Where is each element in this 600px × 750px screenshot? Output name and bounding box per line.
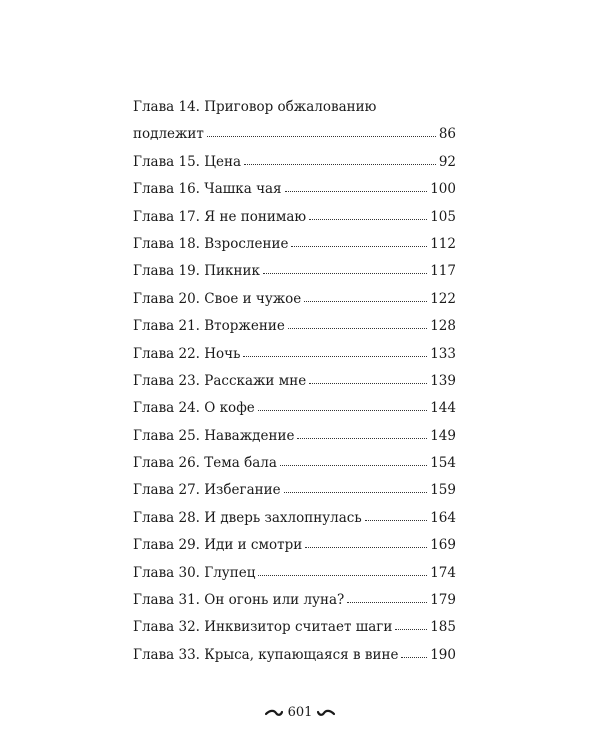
toc-entry (133, 532, 456, 559)
dot-leader (285, 180, 428, 194)
toc-entry-page: 185 (430, 619, 456, 636)
toc-entry-title: Глава 22. Ночь (133, 345, 241, 362)
swash-ornament-icon (317, 708, 335, 718)
dot-leader (244, 152, 436, 166)
dot-leader (347, 591, 427, 605)
toc-entry (133, 149, 456, 176)
dot-leader (280, 454, 427, 468)
toc-entry-page: 159 (430, 482, 456, 499)
toc-entry (133, 477, 456, 504)
dot-leader (305, 536, 427, 550)
toc-entry-line (133, 94, 456, 121)
toc-entry (133, 423, 456, 450)
toc-entry-title: Глава 24. О кофе (133, 400, 255, 417)
dot-leader (395, 618, 427, 632)
toc-entry-title: Глава 29. Иди и смотри (133, 537, 303, 554)
toc-entry (133, 395, 456, 422)
toc-entry-list (133, 149, 456, 669)
dot-leader (243, 344, 427, 358)
toc-entry (133, 231, 456, 258)
dot-leader (309, 371, 427, 385)
toc-entry-page: 133 (430, 345, 456, 362)
toc-entry-page: 164 (430, 509, 456, 526)
toc-entry-page: 100 (430, 181, 456, 198)
dot-leader (263, 262, 427, 276)
toc-entry (133, 505, 456, 532)
toc-entry-page: 149 (430, 427, 456, 444)
toc-entry (133, 286, 456, 313)
toc-entry-page: 86 (438, 126, 456, 143)
toc-entry-title: Глава 14. Приговор обжалованию (133, 99, 377, 115)
toc-entry-title: Глава 32. Инквизитор считает шаги (133, 619, 393, 636)
toc-entry-page: 122 (430, 290, 456, 307)
toc-entry-title: Глава 25. Наваждение (133, 427, 295, 444)
dot-leader (288, 317, 427, 331)
page-number: 601 (287, 705, 313, 720)
toc-entry (133, 176, 456, 203)
toc-entry (133, 204, 456, 231)
swash-ornament-icon (265, 708, 283, 718)
toc-entry (133, 450, 456, 477)
toc-entry (133, 368, 456, 395)
toc-entry-page: 128 (430, 318, 456, 335)
toc-entry-page: 179 (430, 592, 456, 609)
toc-entry-page: 169 (430, 537, 456, 554)
toc-entry-page: 117 (430, 263, 456, 280)
toc-entry (133, 560, 456, 587)
toc-entry-title: Глава 21. Вторжение (133, 318, 285, 335)
toc-entry (133, 121, 456, 148)
dot-leader (284, 481, 428, 495)
toc-entry-page: 174 (430, 564, 456, 581)
toc-entry-title: Глава 31. Он огонь или луна? (133, 592, 345, 609)
toc-entry-title: Глава 15. Цена (133, 153, 242, 170)
toc-entry-title: Глава 30. Глупец (133, 564, 256, 581)
toc-entry-title: Глава 20. Свое и чужое (133, 290, 302, 307)
toc-entry-title: Глава 26. Тема бала (133, 455, 277, 472)
toc-entry-title: Глава 28. И дверь захлопнулась (133, 509, 362, 526)
dot-leader (309, 207, 427, 221)
dot-leader (365, 508, 428, 522)
toc-entry (133, 642, 456, 669)
toc-entry-title: Глава 33. Крыса, купающаяся в вине (133, 646, 399, 663)
toc-entry-page: 190 (430, 646, 456, 663)
toc-entry (133, 313, 456, 340)
toc-entry-title: Глава 18. Взросление (133, 235, 289, 252)
dot-leader (304, 289, 427, 303)
toc-entry (133, 614, 456, 641)
toc-entry (133, 341, 456, 368)
toc-entry-title: Глава 23. Расскажи мне (133, 372, 307, 389)
toc-entry-title-continued: подлежит (133, 126, 204, 143)
toc-entry-title: Глава 17. Я не понимаю (133, 208, 307, 225)
table-of-contents (133, 94, 456, 669)
toc-entry-page: 112 (430, 235, 456, 252)
dot-leader (258, 563, 427, 577)
toc-entry (133, 587, 456, 614)
dot-leader (258, 399, 427, 413)
toc-entry-title: Глава 19. Пикник (133, 263, 260, 280)
toc-entry-page: 92 (438, 153, 456, 170)
dot-leader (291, 234, 427, 248)
page-footer (0, 705, 600, 721)
toc-entry-page: 105 (430, 208, 456, 225)
toc-entry-page: 144 (430, 400, 456, 417)
toc-entry (133, 258, 456, 285)
toc-entry-page: 154 (430, 455, 456, 472)
dot-leader (297, 426, 427, 440)
toc-entry-page: 139 (430, 372, 456, 389)
toc-entry-title: Глава 27. Избегание (133, 482, 281, 499)
toc-entry-title: Глава 16. Чашка чая (133, 181, 282, 198)
dot-leader (207, 125, 436, 139)
dot-leader (401, 645, 427, 659)
